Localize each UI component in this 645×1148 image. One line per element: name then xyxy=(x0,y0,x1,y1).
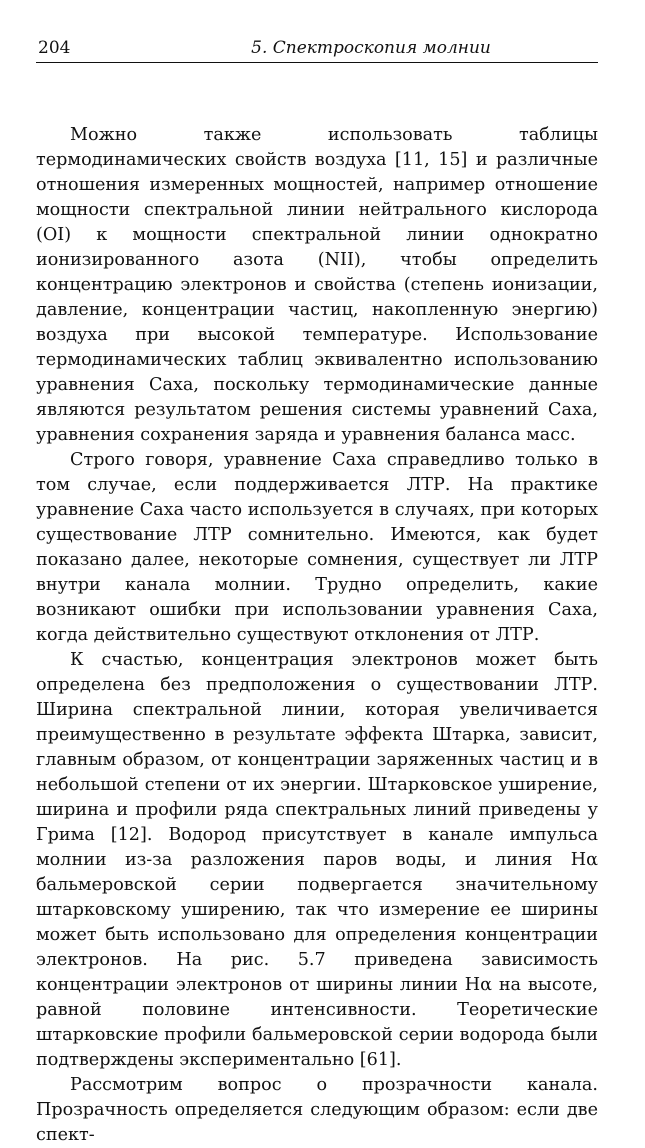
paragraph-channel-transparency: Рассмотрим вопрос о прозрачности канала. Прозрачность определяется следующим образом: если две спект- xyxy=(36,1075,598,1145)
page-number: 204 xyxy=(38,38,71,58)
paragraph-thermodynamic-tables: Можно также использовать таблицы термодинамических свойств воздуха [11, 15] и различные отношения измеренных мощностей, например отношение мощности спектральной линии нейтрального кислорода (OI) к мощности спектральной линии однократно ионизированного азота (NII), чтобы определить концентрацию электронов и свойства (степень ионизации, давление, концентрации частиц, накопленную энергию) воздуха при высокой температуре. Использование термодинамических таблиц эквивалентно использованию уравнения Саха, поскольку термодинамические данные являются результатом решения системы уравнений Саха, уравнения сохранения заряда и уравнения баланса масс. xyxy=(36,125,598,445)
book-page xyxy=(36,38,598,1148)
running-head xyxy=(36,38,598,63)
running-title: 5. Спектроскопия молнии xyxy=(251,38,491,58)
body-text xyxy=(36,123,598,1148)
paragraph-saha-equation: Строго говоря, уравнение Саха справедливо только в том случае, если поддерживается ЛТР. На практике уравнение Саха часто используется в случаях, при которых существование ЛТР сомнительно. Имеются, как будет показано далее, некоторые сомнения, существует ли ЛТР внутри канала молнии. Трудно определить, какие возникают ошибки при использовании уравнения Саха, когда действительно существуют отклонения от ЛТР. xyxy=(36,450,598,645)
paragraph-electron-concentration: К счастью, концентрация электронов может быть определена без предположения о существовании ЛТР. Ширина спектральной линии, которая увеличивается преимущественно в результате эффекта Штарка, зависит, главным образом, от концентрации заряженных частиц и в небольшой степени от их энергии. Штарковское уширение, ширина и профили ряда спектральных линий приведены у Грима [12]. Водород присутствует в канале импульса молнии из-за разложения паров воды, и линия Hα бальмеровской серии подвергается значительному штарковскому уширению, так что измерение ее ширины может быть использовано для определения концентрации электронов. На рис. 5.7 приведена зависимость концентрации электронов от ширины линии Hα на высоте, равной половине интенсивности. Теоретические штарковские профили бальмеровской серии водорода были подтверждены экспериментально [61]. xyxy=(36,650,598,1070)
